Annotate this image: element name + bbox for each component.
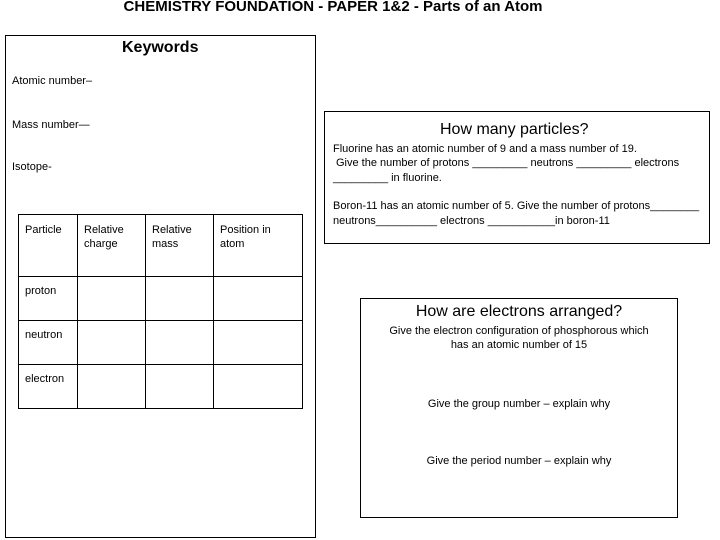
table-row: [19, 277, 303, 321]
answer-cell[interactable]: [146, 365, 214, 409]
keyword-isotope: Isotope-: [12, 161, 52, 173]
answer-cell[interactable]: [78, 365, 146, 409]
page-title: CHEMISTRY FOUNDATION - PAPER 1&2 - Parts of an Atom: [123, 0, 543, 15]
fluorine-question-line-1: Fluorine has an atomic number of 9 and a mass number of 19.: [333, 143, 637, 155]
header-position-in-atom: Position in atom: [214, 215, 303, 277]
answer-cell[interactable]: [214, 321, 303, 365]
row-label-neutron: neutron: [19, 321, 78, 365]
particle-table: [18, 214, 303, 409]
keywords-heading: Keywords: [122, 39, 199, 56]
configuration-question-line-2: has an atomic number of 15: [450, 339, 588, 351]
table-row: [19, 365, 303, 409]
header-relative-charge: Relative charge: [78, 215, 146, 277]
table-row: [19, 321, 303, 365]
answer-cell[interactable]: [146, 277, 214, 321]
electrons-heading: How are electrons arranged?: [415, 303, 623, 320]
keyword-atomic-number: Atomic number–: [12, 75, 93, 87]
row-label-proton: proton: [19, 277, 78, 321]
fluorine-question-line-2: Give the number of protons _________ neutrons _________ electrons: [336, 157, 680, 169]
answer-cell[interactable]: [78, 321, 146, 365]
table-header-row: [19, 215, 303, 277]
period-number-question: Give the period number – explain why: [426, 455, 612, 467]
answer-cell[interactable]: [214, 277, 303, 321]
answer-cell[interactable]: [78, 277, 146, 321]
fluorine-question-line-3: _________ in fluorine.: [333, 172, 442, 184]
particles-heading: How many particles?: [440, 121, 589, 138]
boron-question-line-1: Boron-11 has an atomic number of 5. Give the number of protons________: [333, 200, 700, 212]
answer-cell[interactable]: [214, 365, 303, 409]
boron-question-line-2: neutrons__________ electrons ___________in boron-11: [333, 215, 610, 227]
answer-cell[interactable]: [146, 321, 214, 365]
configuration-question-line-1: Give the electron configuration of phosphorous which: [389, 325, 649, 337]
row-label-electron: electron: [19, 365, 78, 409]
header-relative-mass: Relative mass: [146, 215, 214, 277]
header-particle: Particle: [19, 215, 78, 277]
keyword-mass-number: Mass number—: [12, 119, 90, 131]
group-number-question: Give the group number – explain why: [427, 398, 611, 410]
